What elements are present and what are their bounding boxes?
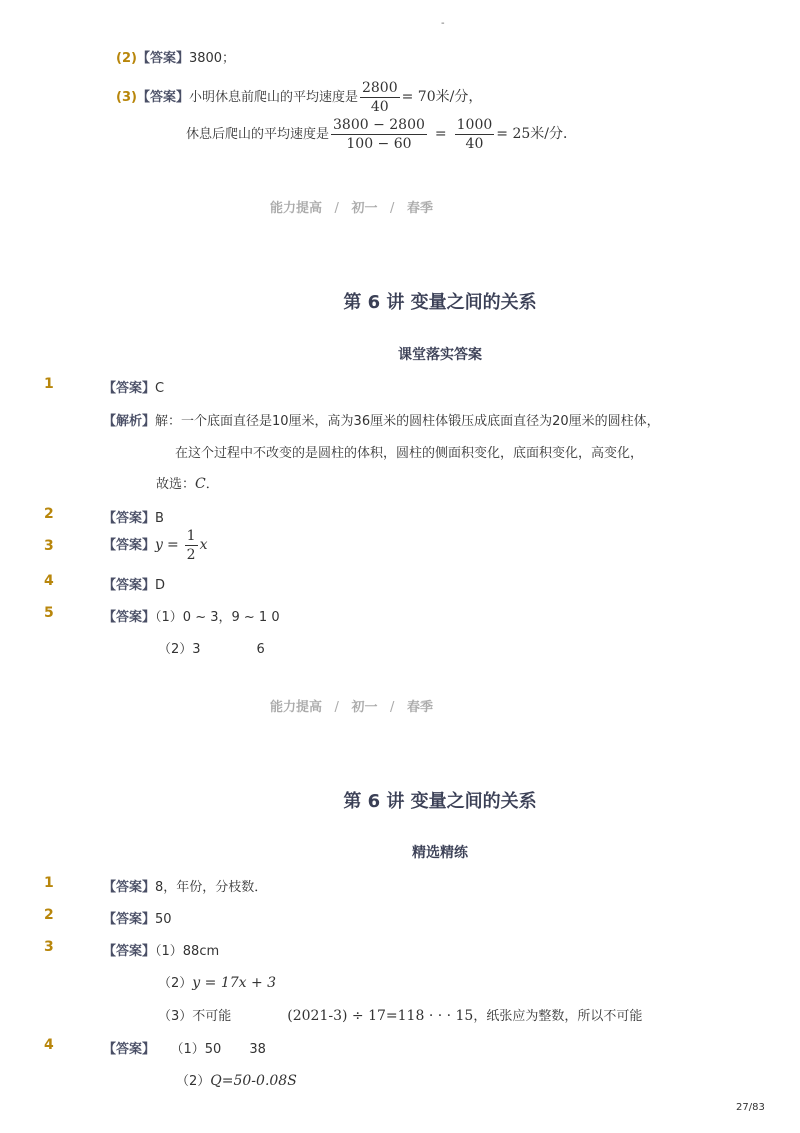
answer-text: ，纸张应为整数，所以不可能: [473, 1009, 643, 1024]
answer-text: 8，年份，分枝数．: [155, 880, 268, 895]
answer-line: [158, 638, 265, 657]
fraction: [185, 528, 198, 563]
answer-text: （1）0 ~ 3，9 ~ 1 0: [155, 610, 280, 625]
answer-tag: 【答案】: [103, 912, 156, 927]
page-number: 27/83: [736, 1102, 765, 1113]
answer-line: [103, 507, 164, 526]
math-expression: Q=50-0.08S: [210, 1073, 297, 1089]
analysis-line: 在这个过程中不改变的是圆柱的体积，圆柱的侧面积变化，底面积变化，高变化，: [175, 446, 644, 461]
answer-tag: 【答案】: [103, 944, 156, 959]
analysis-text: 解：一个底面直径是10厘米，高为36厘米的圆柱体锻压成底面直径为20厘米的圆柱体，: [155, 414, 660, 429]
answer-3-line2: [186, 117, 577, 152]
answer-text: B: [155, 511, 164, 526]
answer-tag: 【答案】: [103, 538, 156, 553]
question-number: 2: [44, 907, 54, 923]
fraction: [455, 117, 495, 152]
question-number: 1: [44, 875, 54, 891]
numerator: 1000: [456, 117, 493, 133]
answer-line: [103, 1038, 266, 1057]
answer-tag: 【答案】: [136, 90, 189, 105]
answer-line: [103, 606, 280, 625]
answer-line: [103, 876, 267, 895]
answer-line: [103, 377, 164, 396]
math-expression: y = 17x + 3: [192, 975, 277, 991]
math-result: = 70米/分，: [401, 89, 483, 105]
answer-tag: 【答案】: [103, 610, 156, 625]
answer-tag: 【答案】: [103, 1042, 156, 1057]
math-var: y: [155, 537, 163, 553]
denominator: 2: [186, 547, 196, 563]
math-result: = 25米/分．: [496, 126, 577, 142]
equals: =: [166, 537, 179, 553]
answer-tag: 【答案】: [103, 578, 156, 593]
footer-separator: /: [334, 201, 339, 216]
answer-text: （2）: [176, 1074, 211, 1089]
answer-text: （1）50: [177, 1042, 222, 1057]
page-footer: [270, 696, 433, 715]
question-number: 4: [44, 573, 54, 589]
answer-text: （1）88cm: [155, 944, 220, 959]
answer-tag: 【答案】: [103, 381, 156, 396]
math-var: x: [199, 537, 208, 553]
answer-text: 6: [256, 642, 265, 657]
text: 故选：: [156, 477, 196, 492]
analysis-line: [103, 410, 660, 429]
question-number: 5: [44, 605, 54, 621]
footer-grade: 初一: [351, 201, 378, 216]
denominator: 100 − 60: [346, 136, 412, 152]
text: 休息后爬山的平均速度是: [186, 127, 330, 142]
sub-number: (2): [116, 51, 137, 66]
answer-text: 3800；: [188, 51, 236, 66]
section-title: 课堂落实答案: [398, 347, 482, 363]
question-number: 4: [44, 1037, 54, 1053]
answer-line: [103, 574, 165, 593]
fraction: [360, 80, 400, 115]
denominator: 40: [465, 136, 484, 152]
math-var: C: [195, 476, 206, 492]
answer-tag: 【答案】: [136, 51, 189, 66]
answer-line: [158, 972, 276, 991]
footer-separator: /: [390, 201, 395, 216]
answer-text: C: [155, 381, 165, 396]
footer-course: 能力提高: [270, 201, 323, 216]
analysis-line: [156, 473, 219, 492]
sub-number: (3): [116, 90, 137, 105]
equals: =: [434, 126, 447, 142]
answer-text: D: [155, 578, 166, 593]
footer-grade: 初一: [351, 700, 378, 715]
lecture-title: 第 6 讲 变量之间的关系: [343, 791, 537, 812]
question-number: 1: [44, 376, 54, 392]
top-mark: -: [441, 18, 445, 29]
text: 小明休息前爬山的平均速度是: [188, 90, 358, 105]
answer-line: [176, 1070, 297, 1089]
numerator: 1: [186, 528, 196, 544]
numerator: 2800: [361, 80, 398, 96]
question-number: 3: [44, 538, 54, 554]
answer-3-line1: [116, 80, 482, 115]
analysis-tag: 【解析】: [103, 414, 156, 429]
section-title: 精选精练: [412, 845, 468, 861]
answer-line: [158, 1005, 642, 1024]
answer-tag: 【答案】: [103, 880, 156, 895]
answer-text: （3）不可能: [158, 1009, 232, 1024]
answer-line: [103, 528, 208, 563]
question-number: 2: [44, 506, 54, 522]
footer-separator: /: [390, 700, 395, 715]
answer-text: （2）3: [158, 642, 201, 657]
footer-term: 春季: [406, 201, 433, 216]
answer-text: 50: [155, 912, 172, 927]
footer-term: 春季: [406, 700, 433, 715]
answer-line: [103, 908, 172, 927]
footer-course: 能力提高: [270, 700, 323, 715]
math-expression: (2021-3) ÷ 17=118 · · · 15: [287, 1008, 474, 1024]
answer-text: （2）: [158, 976, 193, 991]
answer-line: [103, 940, 219, 959]
answer-text: 38: [249, 1042, 266, 1057]
question-number: 3: [44, 939, 54, 955]
footer-separator: /: [334, 700, 339, 715]
denominator: 40: [370, 99, 389, 115]
fraction: [331, 117, 427, 152]
lecture-title: 第 6 讲 变量之间的关系: [343, 292, 537, 313]
page-footer: [270, 197, 433, 216]
answer-tag: 【答案】: [103, 511, 156, 526]
answer-2: [116, 47, 235, 66]
text: ．: [205, 477, 219, 492]
numerator: 3800 − 2800: [333, 117, 425, 133]
